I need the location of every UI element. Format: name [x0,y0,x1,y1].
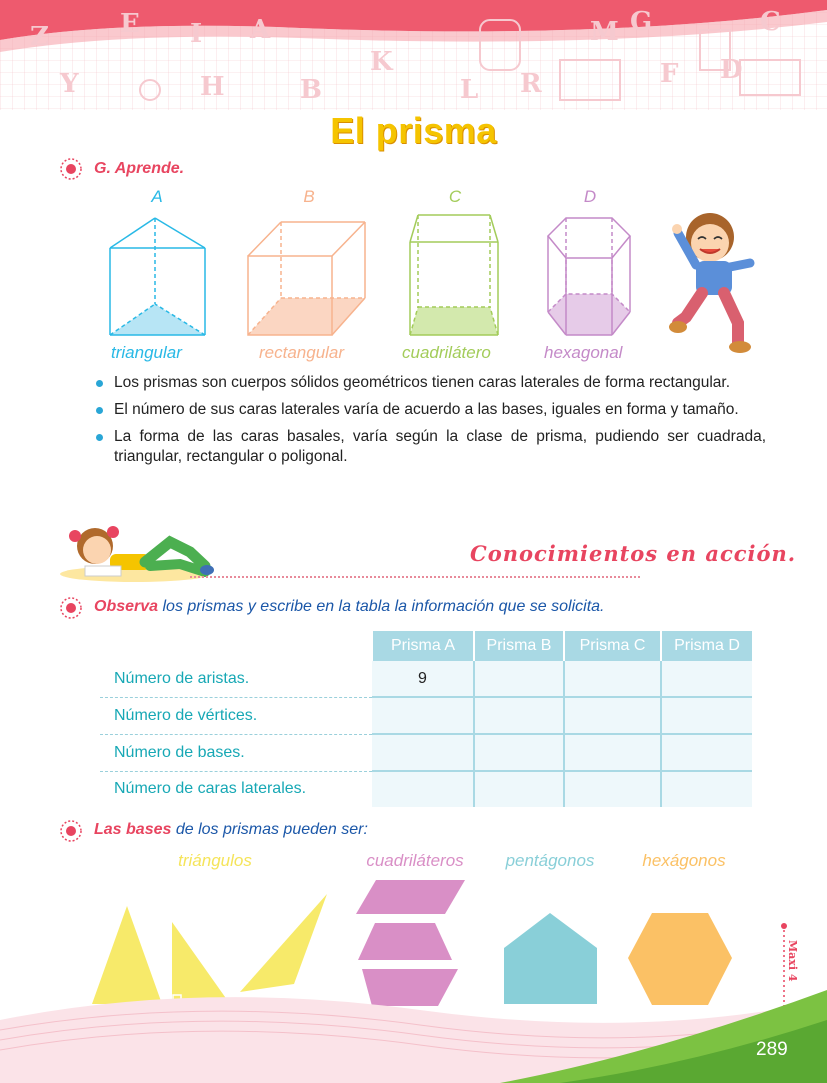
observa-instruction [94,598,604,616]
prism-a-letter: A [151,187,163,206]
cell-aristas-c[interactable] [564,661,661,697]
svg-text:Y: Y [60,69,79,99]
cell-caras-b[interactable] [474,771,564,807]
prism-d-drawing [548,218,630,335]
header-prisma-c: Prisma C [564,631,661,661]
conocimientos-heading: Conocimientos en acción. [470,541,797,566]
cell-bases-c[interactable] [564,734,661,771]
dotted-divider [190,576,640,578]
cell-caras-d[interactable] [661,771,752,807]
table-row [100,697,752,734]
prism-c-drawing [410,215,498,335]
bullet-item: Los prismas son cuerpos sólidos geométricos tienen caras laterales de forma rectangular. [94,373,766,393]
svg-text:C: C [760,7,781,37]
cell-vertices-b[interactable] [474,697,564,734]
table-row [100,661,752,697]
bullet-list [94,373,766,474]
footer-wave-decoration [0,980,827,1083]
bases-instruction [94,821,368,839]
table-header-row [100,631,752,661]
header-prisma-b: Prisma B [474,631,564,661]
flower-bullet-icon [60,158,82,180]
header-decoration [0,0,827,110]
label-triangulos: triángulos [178,851,252,870]
observa-text: los prismas y escribe en la tabla la información que se solicita. [158,598,605,615]
cell-caras-c[interactable] [564,771,661,807]
flower-bullet-icon [60,597,82,619]
prism-b-letter: B [303,187,315,206]
cell-aristas-a[interactable]: 9 [372,661,474,697]
svg-text:I: I [190,19,203,49]
prism-drawings [100,210,660,345]
cell-aristas-b[interactable] [474,661,564,697]
boy-illustration [668,205,758,355]
svg-text:H: H [200,72,225,102]
prism-a-name: triangular [111,343,182,362]
cell-caras-a[interactable] [372,771,474,807]
svg-text:B: B [300,75,322,105]
bases-keyword: Las bases [94,821,172,838]
prism-data-table [100,631,752,807]
flower-bullet-icon [60,820,82,842]
cell-vertices-d[interactable] [661,697,752,734]
cell-aristas-d[interactable] [661,661,752,697]
header-prisma-a: Prisma A [372,631,474,661]
svg-text:L: L [460,75,479,105]
table-row [100,734,752,771]
label-pentagonos: pentágonos [505,851,595,870]
svg-text:M: M [590,17,619,47]
svg-text:A: A [250,15,271,45]
page-title: El prisma [330,110,497,151]
cell-vertices-a[interactable] [372,697,474,734]
prism-c-name: cuadrilátero [402,343,491,362]
bases-text: de los prismas pueden ser: [171,821,368,838]
prism-b-name: rectangular [259,343,345,362]
svg-text:Z: Z [30,22,49,52]
page-number: 289 [756,1039,788,1060]
cell-bases-b[interactable] [474,734,564,771]
prism-b-drawing [248,222,365,335]
cell-vertices-c[interactable] [564,697,661,734]
svg-text:G: G [630,7,653,37]
prism-d-letter: D [583,187,597,206]
prism-c-letter: C [448,187,462,206]
label-cuadrilateros: cuadriláteros [366,851,464,870]
cell-bases-d[interactable] [661,734,752,771]
table-row [100,771,752,807]
bullet-item: El número de sus caras laterales varía de acuerdo a las bases, iguales en forma y tamaño. [94,400,766,420]
prism-a-drawing [110,218,205,335]
row-label-aristas: Número de aristas. [100,661,372,697]
label-hexagonos: hexágonos [642,851,726,870]
svg-text:R: R [520,69,542,99]
observa-keyword: Observa [94,598,159,615]
bullet-item: La forma de las caras basales, varía según la clase de prisma, pudiendo ser cuadrada, triangular, rectangular o poligonal. [94,427,766,467]
row-label-caras-laterales: Número de caras laterales. [114,780,307,798]
row-label-bases: Número de bases. [100,734,372,771]
row-label-vertices: Número de vértices. [100,697,372,734]
side-tab-label: Maxi 4 [786,940,799,982]
svg-text:F: F [660,59,679,89]
header-prisma-d: Prisma D [661,631,752,661]
svg-text:D: D [720,55,743,85]
svg-text:E: E [120,9,140,39]
prism-d-name: hexagonal [544,343,623,362]
girl-illustration [55,522,215,584]
section-g-label: G. Aprende. [94,160,185,177]
cell-bases-a[interactable] [372,734,474,771]
svg-text:K: K [370,47,393,77]
